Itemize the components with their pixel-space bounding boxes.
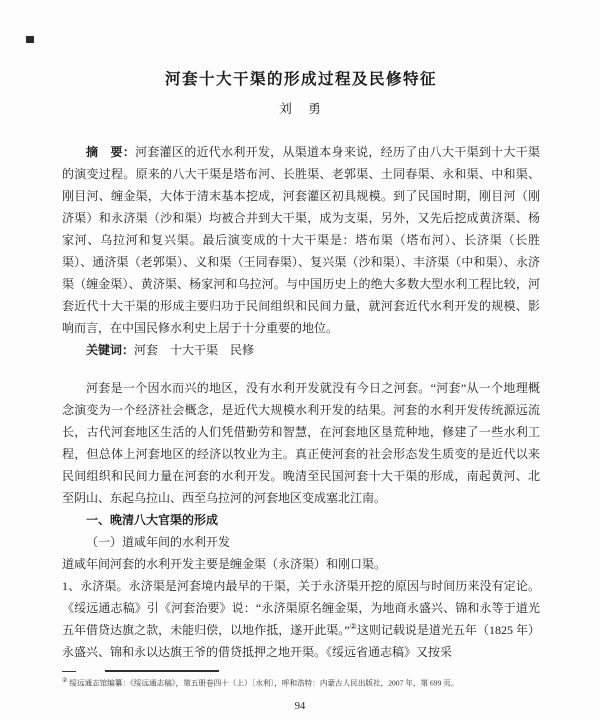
footnote-content: 绥远通志馆编纂：《绥远通志稿》，第五册卷四十（上）〔水利〕，呼和浩特：内蒙古人民出版社，2007 年，第 699 页。 xyxy=(69,678,459,688)
footnote-rule-dash xyxy=(62,671,76,672)
body-paragraph-1: 河套是一个因水而兴的地区，没有水利开发就没有今日之河套。“河套”从一个地理概念演变为一个经济社会概念，是近代大规模水利开发的结果。河套的水利开发传统源远流长，古代河套地区生活的人们凭借勤劳和智慧，在河套地区垦荒种地，修建了一些水利工程，但总体上河套地区的经济以牧业为主。真正使河套的社会形态发生质变的是近代以来民间组织和民间力量在河套的水利开发。晚清至民国河套十大干渠的形成，南起黄河、北至阴山、东起乌拉山、西至乌拉河的河套地区变成塞北江南。 xyxy=(62,381,540,505)
footnote-reference-mark: ② xyxy=(349,622,357,631)
body-paragraph-2: 道咸年间河套的水利开发主要是缠金渠（永济渠）和刚口渠。 xyxy=(62,557,387,571)
author-name: 刘 勇 xyxy=(279,102,323,116)
para3-text: 1、永济渠。永济渠是河套境内最早的干渠，关于永济渠开挖的原因与时间历来没有定论。《绥远通志稿》引《河套治要》说：“永济渠原名缠金渠，为地商永盛兴、锦和永等于道光五年借贷达旗之款，未能归偿，以地作抵，遂开此渠。” xyxy=(62,579,540,637)
footnote-area xyxy=(62,670,540,689)
subsection-heading-1: （一）道咸年间的水利开发 xyxy=(86,535,231,549)
abstract-text: 河套灌区的近代水利开发，从渠道本身来说，经历了由八大干渠到十大干渠的演变过程。原来的八大干渠是塔布河、长胜渠、老郭渠、土同春渠、永和渠、中和渠、刚目河、缠金渠，大体于清末基本挖成，河套灌区初具规模。到了民国时期，刚目河（刚济渠）和永济渠（沙和渠）均被合并到大干渠，成为支渠，另外，又先后挖成黄济渠、杨家河、乌拉河和复兴渠。最后演变成的十大干渠是：塔布渠（塔布河）、长济渠（长胜渠）、通济渠（老郭渠）、义和渠（王同春渠）、复兴渠（沙和渠）、丰济渠（中和渠）、永济渠（缠金渠）、黄济渠、杨家河和乌拉河。与中国历史上的绝大多数大型水利工程比较，河套近代十大干渠的形成主要归功于民间组织和民间力量，就河套近代水利开发的规模、影响而言，在中国民修水利史上居于十分重要的地位。 xyxy=(62,145,540,335)
footnote-marker: ② xyxy=(62,678,68,684)
scan-artifact xyxy=(26,36,34,43)
abstract-paragraph xyxy=(62,141,540,339)
keywords-text: 河套 十大干渠 民修 xyxy=(134,343,255,357)
footnote-rule-line xyxy=(105,670,219,672)
footnote-text xyxy=(62,676,540,689)
abstract-label: 摘 要： xyxy=(86,145,136,159)
paper-title: 河套十大干渠的形成过程及民修特征 xyxy=(164,71,437,88)
body-paragraph-3 xyxy=(62,575,540,663)
page-number: 94 xyxy=(294,701,306,712)
para3-text-continued: 这则记载说是道光五年（1825 年）永盛兴、锦和永以达旗王爷的借贷抵押之地开渠。《绥远省通志稿》又按采 xyxy=(62,623,540,659)
keywords-label: 关键词： xyxy=(86,343,135,357)
section-heading-1: 一、晚清八大官渠的形成 xyxy=(86,513,219,527)
keywords-line xyxy=(62,339,540,361)
footnote-separator-rule xyxy=(62,670,540,673)
